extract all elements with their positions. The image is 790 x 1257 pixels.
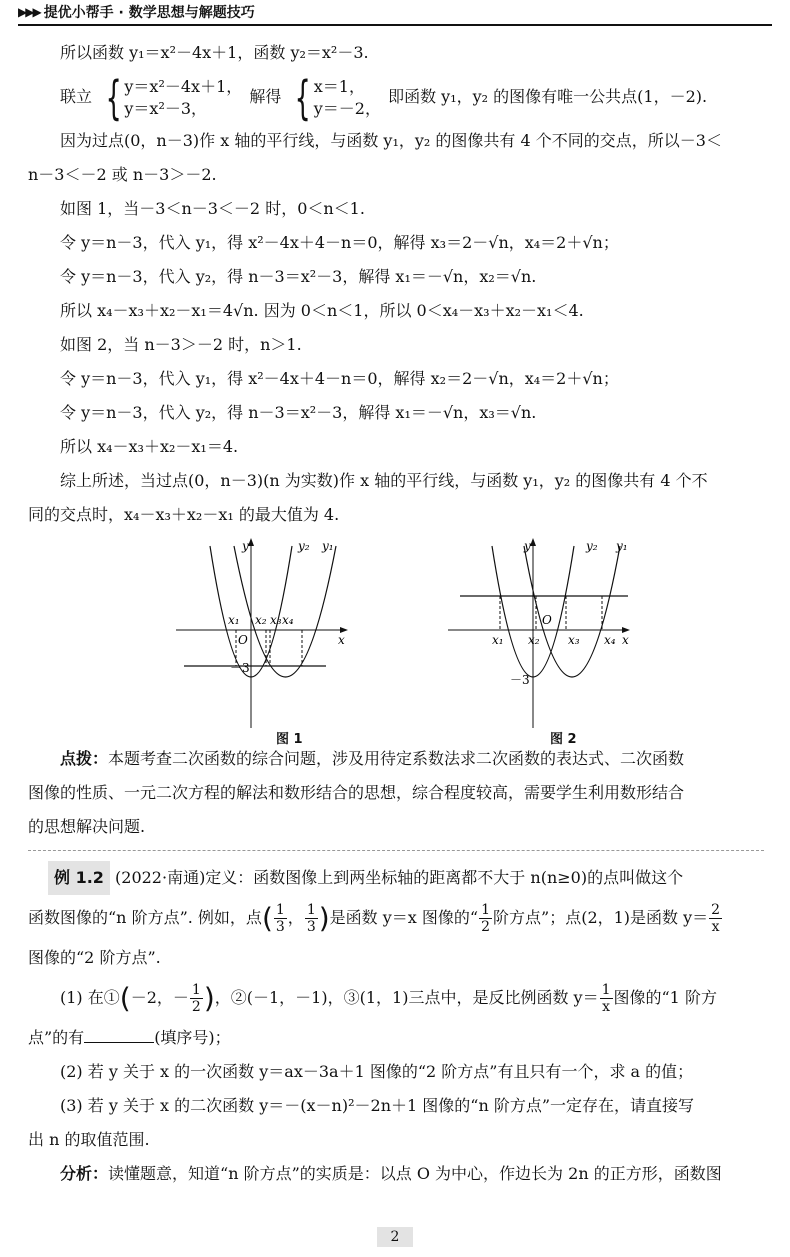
system-row: y＝x²－4x＋1， [124, 76, 243, 96]
text-line: 令 y＝n－3，代入 y₂，得 n－3＝x²－3，解得 x₁＝－√n，x₂＝√n. [60, 267, 537, 286]
text-line: 所以 x₄－x₃＋x₂－x₁＝4. [60, 437, 239, 456]
page-footer [0, 1226, 790, 1247]
text-span: 本题考查二次函数的综合问题，涉及用待定系数法求二次函数的表达式、二次函数 [108, 749, 685, 768]
y-axis-label: y [524, 539, 531, 553]
curve-y2-label: y₂ [298, 539, 310, 553]
fraction: $\frac{1}{3}$ [275, 902, 285, 935]
x1-label: x₁ [492, 633, 504, 647]
minus-three-label: －3 [230, 661, 250, 675]
text-line: 令 y＝n－3，代入 y₂，得 n－3＝x²－3，解得 x₁＝－√n，x₃＝√n. [60, 403, 537, 422]
system-row: x＝1， [313, 76, 365, 96]
text-span: 函数图像的“n 阶方点”. 例如，点 [28, 908, 262, 927]
text-line: 所以函数 y₁＝x²－4x＋1，函数 y₂＝x²－3. [60, 43, 369, 62]
fraction: $\frac{1}{2}$ [191, 982, 201, 1015]
text-line: 图像的性质、一元二次方程的解法和数形结合的思想，综合程度较高，需要学生利用数形结合 [28, 783, 685, 802]
fraction: $\frac{1}{x}$ [601, 982, 611, 1015]
text-span: 读懂题意，知道“n 阶方点”的实质是：以点 O 为中心，作边长为 2n 的正方形，函数图 [108, 1164, 722, 1183]
text-line: 同的交点时，x₄－x₃＋x₂－x₁ 的最大值为 4. [28, 505, 340, 524]
question-1-answer-line [28, 1021, 764, 1055]
analysis-label: 分析： [60, 1164, 109, 1183]
text-span: －2，－ [130, 988, 189, 1007]
text-line: 如图 1，当－3＜n－3＜－2 时，0＜n＜1. [60, 199, 365, 218]
x4-label: x₄ [604, 633, 616, 647]
hint-line [28, 742, 764, 776]
page-content [28, 36, 764, 1191]
system-row: y＝x²－3， [124, 98, 208, 118]
text-span: 解得 [249, 87, 282, 106]
x2-label: x₂ [528, 633, 540, 647]
page-number: 2 [377, 1227, 414, 1247]
text-span: 阶方点”；点(2，1)是函数 y＝ [493, 908, 709, 927]
figure-2 [448, 538, 648, 728]
question-3-line: (3) 若 y 关于 x 的二次函数 y＝－(x－n)²－2n＋1 图像的“n 阶方点”一定存在，请直接写 [60, 1096, 695, 1115]
fraction: $\frac{2}{x}$ [711, 902, 721, 935]
text-line: 如图 2，当 n－3＞－2 时，n＞1. [60, 335, 302, 354]
text-line: 出 n 的取值范围. [28, 1130, 150, 1149]
curve-y1-label: y₁ [322, 539, 334, 553]
text-span: 联立 [60, 87, 93, 106]
question-2-line: (2) 若 y 关于 x 的一次函数 y＝ax－3a＋1 图像的“2 阶方点”有且只有一个，求 a 的值； [60, 1062, 694, 1081]
fraction: $\frac{1}{2}$ [481, 902, 491, 935]
system-row: y＝－2， [313, 98, 381, 118]
example-line: 函数图像的“n 阶方点”. 例如，点( $\frac{1}{3}$ ， $\frac{1}{3}$ )是函数 y＝x 图像的“ $\frac{1}{2}$ 阶方点”；点(2，1)是函数 y＝ $\frac{2}{x}$ [28, 901, 721, 935]
text-line: 令 y＝n－3，代入 y₁，得 x²－4x＋4－n＝0，解得 x₂＝2－√n，x₄＝2＋√n； [60, 369, 619, 388]
figure-2-caption: 图 2 [550, 732, 577, 747]
text-line: 所以 x₄－x₃＋x₂－x₁＝4√n. 因为 0＜n＜1，所以 0＜x₄－x₃＋x₂－x₁＜4. [60, 301, 584, 320]
x3-label: x₃ [270, 613, 282, 627]
text-line: 因为过点(0，n－3)作 x 轴的平行线，与函数 y₁，y₂ 的图像共有 4 个不同的交点，所以－3＜ [60, 131, 722, 150]
curve-y2-label: y₂ [586, 539, 598, 553]
text-span: (1) 在① [60, 988, 120, 1007]
question-1-line: (1) 在①(－2，－ $\frac{1}{2}$ )，②(－1，－1)，③(1，1)三点中，是反比例函数 y＝ $\frac{1}{x}$ 图像的“1 阶方 [60, 981, 717, 1015]
y-axis-label: y [242, 539, 249, 553]
brace-icon: { [295, 70, 312, 125]
figures-area [28, 532, 764, 747]
section-divider [28, 850, 764, 851]
text-span: 即函数 y₁，y₂ 的图像有唯一公共点(1，－2). [388, 87, 708, 106]
figure-1 [176, 538, 356, 728]
x2-label: x₂ [255, 613, 267, 627]
system-line [28, 70, 764, 124]
text-span: (填序号)； [154, 1028, 231, 1047]
x3-label: x₃ [568, 633, 580, 647]
text-span: 图像的“1 阶方 [613, 988, 717, 1007]
figure-1-caption: 图 1 [276, 732, 303, 747]
brace-icon: { [105, 70, 122, 125]
text-span: ，②(－1，－1)，③(1，1)三点中，是反比例函数 y＝ [214, 988, 599, 1007]
x1-label: x₁ [228, 613, 240, 627]
text-span: 是函数 y＝x 图像的“ [329, 908, 479, 927]
curve-y1-label: y₁ [616, 539, 628, 553]
x-axis-label: x [622, 633, 629, 647]
answer-blank[interactable] [84, 1026, 154, 1043]
origin-label: O [238, 633, 248, 647]
text-span: 点”的有 [28, 1028, 85, 1047]
header-arrows: ▶▶▶ [18, 5, 40, 19]
header-title: 提优小帮手 · 数学思想与解题技巧 [43, 5, 255, 21]
text-span: (2022·南通)定义：函数图像上到两坐标轴的距离都不大于 n(n≥0)的点叫做这个 [115, 868, 684, 887]
text-line: 图像的“2 阶方点”. [28, 948, 161, 967]
hint-label: 点拨： [60, 749, 109, 768]
example-title-line [28, 861, 764, 895]
equation-system-1 [99, 70, 243, 125]
example-label: 例 1.2 [48, 861, 110, 895]
fraction: $\frac{1}{3}$ [306, 902, 316, 935]
minus-three-label: －3 [510, 673, 530, 687]
x4-label: x₄ [282, 613, 294, 627]
origin-label: O [542, 613, 552, 627]
equation-system-2 [288, 70, 381, 125]
page-header [18, 0, 772, 26]
text-line: 综上所述，当过点(0，n－3)(n 为实数)作 x 轴的平行线，与函数 y₁，y₂ 的图像共有 4 个不 [60, 471, 708, 490]
text-line: 的思想解决问题. [28, 817, 146, 836]
text-line: n－3＜－2 或 n－3＞－2. [28, 165, 217, 184]
analysis-line [28, 1157, 764, 1191]
x-axis-label: x [338, 633, 345, 647]
text-line: 令 y＝n－3，代入 y₁，得 x²－4x＋4－n＝0，解得 x₃＝2－√n，x₄＝2＋√n； [60, 233, 619, 252]
